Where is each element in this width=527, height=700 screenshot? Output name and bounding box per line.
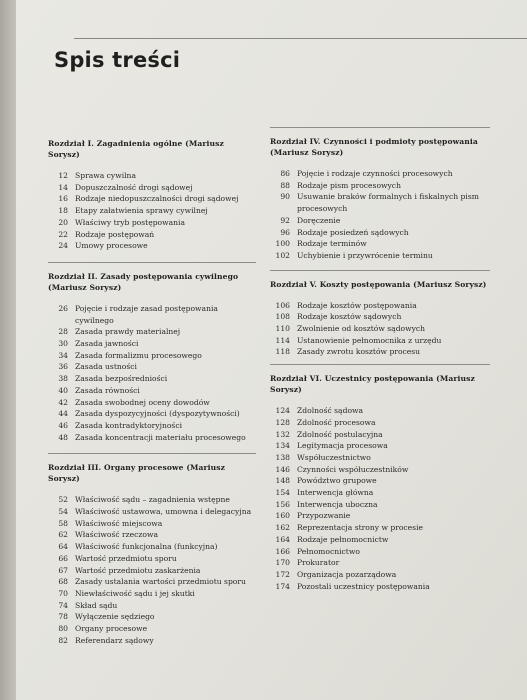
entry-title: Zasada prawdy materialnej: [75, 327, 181, 337]
entry-title: Zdolność procesowa: [297, 417, 376, 427]
section-heading: Rozdział IV. Czynności i podmioty postępowania (Mariusz Sorysz): [270, 137, 478, 157]
entry-title: Ustanowienie pełnomocnika z urzędu: [297, 335, 442, 345]
entry-title: Niewłaściwość sądu i jej skutki: [75, 588, 195, 598]
toc-entry: [270, 405, 490, 417]
entry-page: 52: [58, 495, 68, 505]
entry-title: Organizacja pozarządowa: [297, 569, 397, 579]
toc-section: [270, 127, 490, 262]
entry-title: Doręczenie: [297, 215, 341, 225]
entry-title: Usuwanie braków formalnych i fiskalnych pism procesowych: [297, 192, 479, 214]
section-heading: Rozdział I. Zagadnienia ogólne (Mariusz Sorysz): [48, 139, 224, 159]
entry-page: 42: [58, 397, 68, 407]
entry-page: 58: [58, 518, 68, 528]
entry-title: Zasada ustności: [75, 362, 137, 372]
entry-page: 22: [58, 229, 68, 239]
entry-page: 92: [280, 215, 290, 225]
entry-title: Zasada kontradyktoryjności: [75, 420, 182, 430]
entry-page: 67: [58, 565, 68, 575]
entry-title: Rodzaje pism procesowych: [297, 180, 401, 190]
entry-page: 160: [275, 511, 290, 521]
entry-page: 80: [58, 624, 68, 634]
toc-entry: [270, 238, 490, 250]
toc-entry: [48, 576, 256, 588]
toc-entry: [48, 205, 256, 217]
toc-entry: [48, 326, 256, 338]
entry-title: Rodzaje kosztów sądowych: [297, 312, 402, 322]
toc-entry: [270, 346, 490, 358]
entry-page: 146: [275, 464, 290, 474]
toc-entry: [48, 361, 256, 373]
entry-title: Pozostali uczestnicy postępowania: [297, 581, 430, 591]
entry-page: 174: [275, 581, 290, 591]
toc-entry: [48, 588, 256, 600]
toc-entry: [48, 408, 256, 420]
toc-entry: [48, 565, 256, 577]
toc-entry: [48, 432, 256, 444]
section-rule: [48, 453, 256, 454]
toc-entry: [48, 350, 256, 362]
entry-page: 66: [58, 553, 68, 563]
entry-page: 78: [58, 612, 68, 622]
entry-page: 164: [275, 534, 290, 544]
entry-page: 18: [58, 206, 68, 216]
entry-title: Wyłączenie sędziego: [75, 612, 155, 622]
toc-entry: [48, 529, 256, 541]
entry-title: Zasada swobodnej oceny dowodów: [75, 397, 210, 407]
entry-title: Zasada koncentracji materiału procesowego: [75, 432, 246, 442]
entry-title: Wartość przedmiotu zaskarżenia: [75, 565, 201, 575]
toc-entry: [48, 420, 256, 432]
toc-entry: [270, 452, 490, 464]
toc-entry: [48, 600, 256, 612]
entry-page: 166: [275, 546, 290, 556]
entry-title: Organy procesowe: [75, 624, 148, 634]
entry-page: 14: [58, 182, 68, 192]
toc-entry: [270, 569, 490, 581]
toc-entry: [270, 250, 490, 262]
section-heading: Rozdział III. Organy procesowe (Mariusz Sorysz): [48, 463, 226, 484]
entry-title: Referendarz sądowy: [75, 635, 154, 645]
entry-page: 154: [275, 488, 290, 498]
entry-page: 62: [58, 530, 68, 540]
entry-title: Właściwość rzeczowa: [75, 530, 158, 540]
toc-entry: [270, 168, 490, 180]
toc-right-column: [270, 127, 490, 592]
section-heading: Rozdział VI. Uczestnicy postępowania (Mariusz Sorysz): [270, 374, 475, 395]
entry-page: 28: [58, 327, 68, 337]
toc-entry: [270, 557, 490, 569]
toc-entry: [270, 215, 490, 227]
toc-entry: [270, 429, 490, 441]
toc-section: [270, 364, 490, 592]
entry-page: 102: [275, 250, 290, 260]
entry-title: Właściwość ustawowa, umowna i delegacyjna: [75, 507, 252, 517]
toc-entry: [48, 182, 256, 194]
section-heading: Rozdział V. Koszty postępowania (Mariusz Sorysz): [270, 279, 487, 289]
entry-title: Reprezentacja strony w procesie: [297, 523, 423, 533]
entry-title: Rodzaje niedopuszczalności drogi sądowej: [75, 194, 239, 204]
entry-title: Współuczestnictwo: [297, 452, 371, 462]
toc-entry: [270, 510, 490, 522]
toc-entry: [48, 635, 256, 647]
entry-page: 114: [275, 335, 290, 345]
toc-entry: [270, 581, 490, 593]
entry-page: 36: [58, 362, 68, 372]
toc-entry: [270, 191, 490, 214]
entry-title: Interwencja uboczna: [297, 499, 378, 509]
toc-entry: [270, 475, 490, 487]
entry-page: 74: [58, 600, 68, 610]
toc-left-column: [48, 138, 256, 647]
entry-page: 128: [275, 417, 290, 427]
entry-title: Właściwość miejscowa: [75, 518, 163, 528]
entry-title: Powództwo grupowe: [297, 476, 377, 486]
entry-page: 156: [275, 499, 290, 509]
entry-title: Rodzaje posiedzeń sądowych: [297, 227, 409, 237]
section-heading: Rozdział II. Zasady postępowania cywilnego (Mariusz Sorysz): [48, 271, 239, 292]
toc-entry: [270, 522, 490, 534]
entry-page: 118: [275, 347, 290, 357]
top-rule: [74, 38, 527, 39]
entry-page: 44: [58, 409, 68, 419]
toc-entry: [270, 487, 490, 499]
toc-entry: [48, 397, 256, 409]
entry-title: Rodzaje kosztów postępowania: [297, 300, 417, 310]
entry-page: 132: [275, 429, 290, 439]
entry-title: Właściwość sądu – zagadnienia wstępne: [75, 495, 230, 505]
toc-entry: [48, 229, 256, 241]
toc-entry: [48, 506, 256, 518]
toc-entry: [270, 499, 490, 511]
toc-entry: [48, 217, 256, 229]
entry-page: 134: [275, 441, 290, 451]
entry-title: Rodzaje pełnomocnictw: [297, 534, 389, 544]
toc-section: [48, 453, 256, 646]
entry-title: Rodzaje postępowań: [75, 229, 155, 239]
entry-title: Zdolność postulacyjna: [297, 429, 383, 439]
entry-page: 110: [275, 324, 290, 334]
entry-title: Wartość przedmiotu sporu: [75, 553, 177, 563]
entry-page: 82: [58, 635, 68, 645]
entry-title: Etapy załatwienia sprawy cywilnej: [75, 206, 208, 216]
entry-page: 46: [58, 420, 68, 430]
entry-title: Rodzaje terminów: [297, 239, 367, 249]
entry-title: Zasady ustalania wartości przedmiotu sporu: [75, 577, 246, 587]
toc-entry: [48, 518, 256, 530]
entry-page: 34: [58, 350, 68, 360]
section-rule: [270, 364, 490, 365]
entry-page: 170: [275, 558, 290, 568]
entry-page: 54: [58, 507, 68, 517]
entry-page: 30: [58, 339, 68, 349]
toc-entry: [270, 335, 490, 347]
toc-entry: [48, 373, 256, 385]
toc-entry: [270, 180, 490, 192]
entry-page: 70: [58, 588, 68, 598]
entry-page: 124: [275, 406, 290, 416]
toc-entry: [48, 193, 256, 205]
section-rule: [48, 262, 256, 263]
toc-entry: [48, 553, 256, 565]
entry-page: 24: [58, 241, 68, 251]
entry-title: Pełnomocnictwo: [297, 546, 360, 556]
section-rule: [270, 270, 490, 271]
entry-title: Zdolność sądowa: [297, 406, 364, 416]
toc-entry: [270, 534, 490, 546]
entry-page: 86: [280, 169, 290, 178]
entry-title: Uchybienie i przywrócenie terminu: [297, 250, 433, 260]
toc-section: [48, 262, 256, 443]
entry-page: 68: [58, 577, 68, 587]
toc-entry: [270, 311, 490, 323]
entry-page: 96: [280, 227, 290, 237]
entry-title: Dopuszczalność drogi sądowej: [75, 182, 193, 192]
entry-title: Zwolnienie od kosztów sądowych: [297, 324, 426, 334]
toc-entry: [270, 300, 490, 312]
toc-entry: [270, 323, 490, 335]
toc-entry: [270, 440, 490, 452]
entry-page: 106: [275, 300, 290, 310]
entry-title: Zasada formalizmu procesowego: [75, 350, 202, 360]
entry-title: Interwencja główna: [297, 488, 374, 498]
toc-entry: [48, 611, 256, 623]
entry-title: Pojęcie i rodzaje czynności procesowych: [297, 169, 453, 178]
entry-title: Właściwy tryb postępowania: [75, 217, 186, 227]
entry-page: 26: [58, 303, 68, 313]
toc-entry: [48, 541, 256, 553]
entry-title: Legitymacja procesowa: [297, 441, 388, 451]
entry-page: 16: [58, 194, 68, 204]
toc-entry: [48, 303, 256, 326]
toc-entry: [48, 623, 256, 635]
entry-title: Zasady zwrotu kosztów procesu: [297, 347, 421, 357]
toc-entry: [48, 494, 256, 506]
toc-section: [270, 270, 490, 359]
entry-page: 100: [275, 239, 290, 249]
entry-page: 108: [275, 312, 290, 322]
entry-page: 88: [280, 180, 290, 190]
entry-title: Właściwość funkcjonalna (funkcyjna): [75, 542, 218, 552]
entry-title: Zasada dyspozycyjności (dyspozytywności): [75, 409, 240, 419]
toc-entry: [48, 170, 256, 182]
entry-title: Zasada równości: [75, 385, 140, 395]
entry-title: Zasada jawności: [75, 339, 139, 349]
entry-page: 64: [58, 542, 68, 552]
toc-entry: [48, 385, 256, 397]
entry-page: 172: [275, 569, 290, 579]
toc-entry: [270, 417, 490, 429]
entry-title: Czynności współuczestników: [297, 464, 409, 474]
entry-page: 138: [275, 452, 290, 462]
entry-page: 20: [58, 217, 68, 227]
section-rule: [270, 127, 490, 128]
toc-entry: [270, 227, 490, 239]
entry-title: Skład sądu: [75, 600, 118, 610]
toc-entry: [270, 546, 490, 558]
entry-title: Prokurator: [297, 558, 340, 568]
entry-page: 12: [58, 171, 68, 180]
page-title: Spis treści: [54, 48, 181, 72]
entry-page: 38: [58, 374, 68, 384]
entry-page: 148: [275, 476, 290, 486]
toc-entry: [48, 240, 256, 252]
entry-title: Sprawa cywilna: [75, 171, 136, 180]
toc-section: [48, 138, 256, 252]
toc-entry: [48, 338, 256, 350]
toc-entry: [270, 464, 490, 476]
entry-page: 162: [275, 523, 290, 533]
entry-title: Zasada bezpośredniości: [75, 374, 168, 384]
entry-page: 90: [280, 192, 290, 202]
entry-page: 48: [58, 432, 68, 442]
entry-title: Umowy procesowe: [75, 241, 148, 251]
entry-title: Przypozwanie: [297, 511, 351, 521]
entry-page: 40: [58, 385, 68, 395]
entry-title: Pojęcie i rodzaje zasad postępowania cywilnego: [75, 303, 218, 325]
